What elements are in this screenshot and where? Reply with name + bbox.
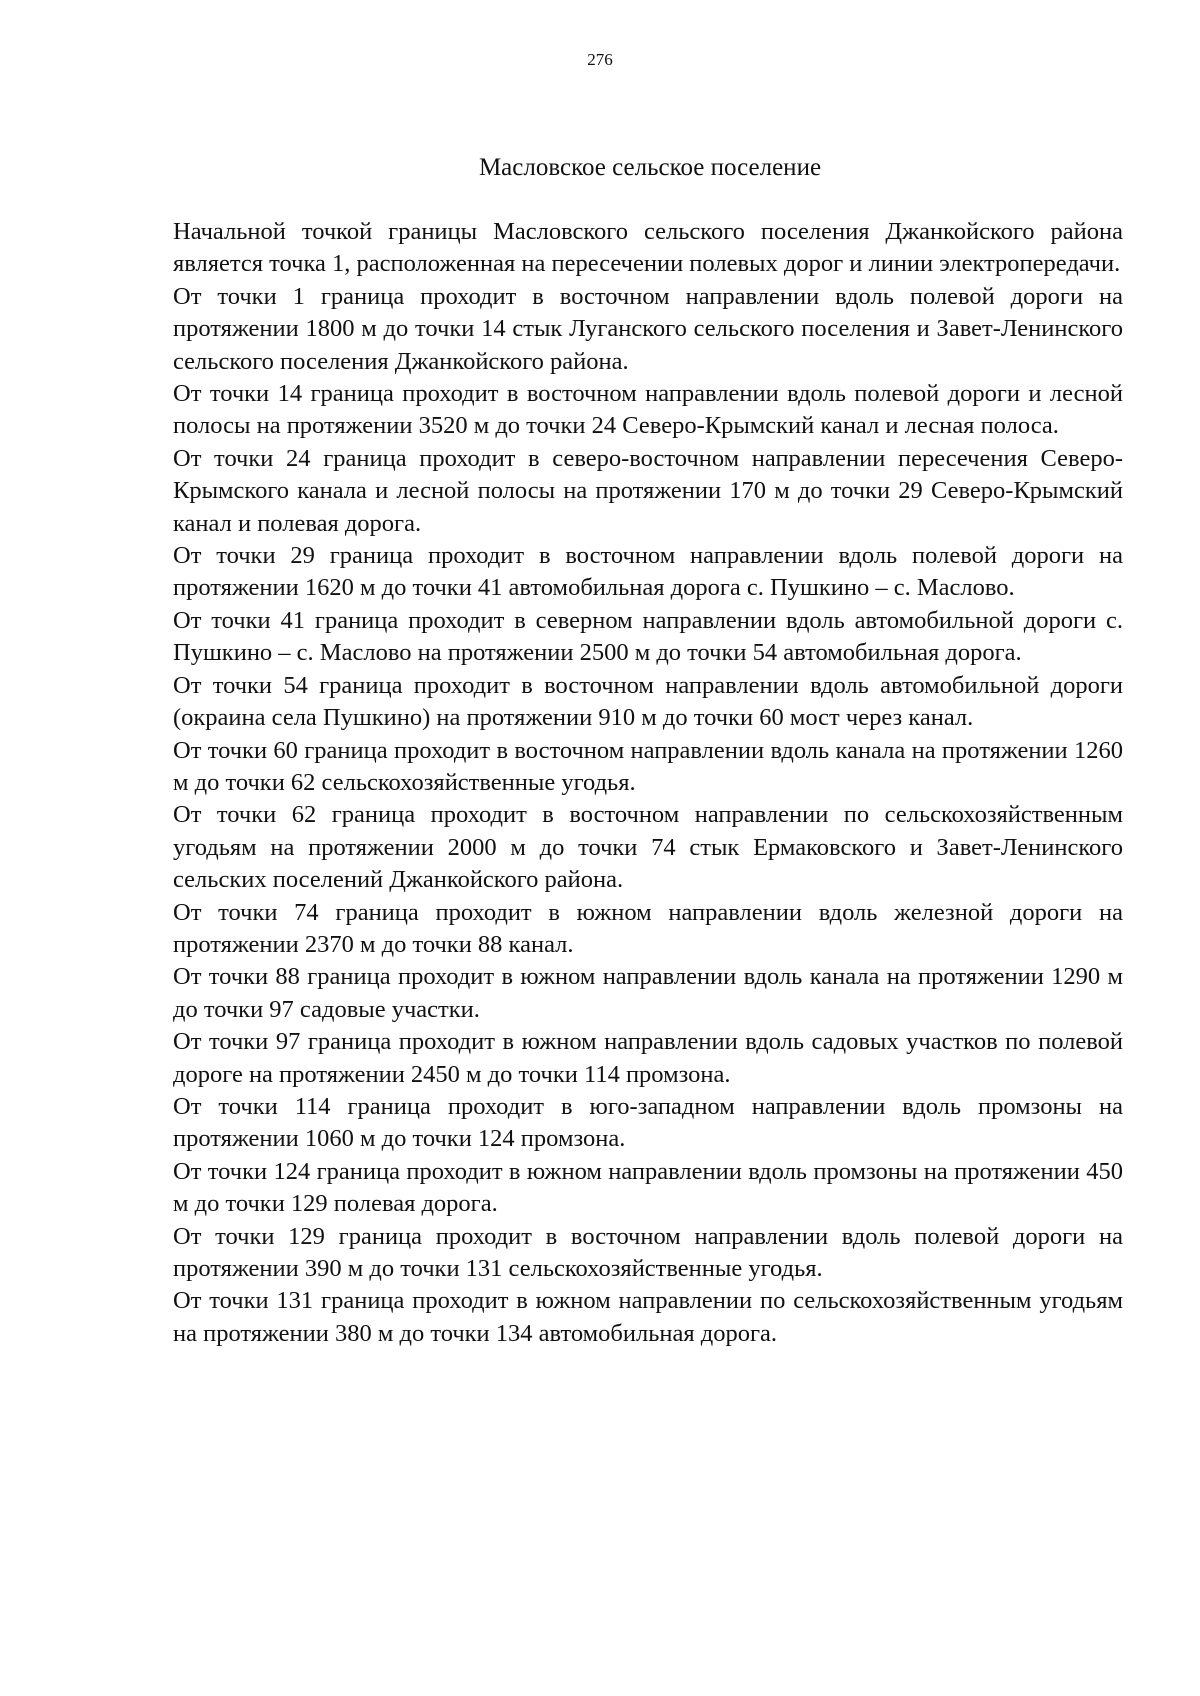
document-body xyxy=(173,216,1123,1350)
paragraph-point-41: От точки 41 граница проходит в северном направлении вдоль автомобильной дороги с. Пушкино – с. Маслово на протяжении 2500 м до точки 54 автомобильная дорога. xyxy=(173,606,1123,667)
paragraph-point-97: От точки 97 граница проходит в южном направлении вдоль садовых участков по полевой дороге на протяжении 2450 м до точки 114 промзона. xyxy=(173,1028,1123,1088)
paragraph-point-54: От точки 54 граница проходит в восточном направлении вдоль автомобильной дороги (окраина села Пушкино) на протяжении 910 м до точки 60 мост через канал. xyxy=(173,671,1123,732)
paragraph-point-62: От точки 62 граница проходит в восточном направлении по сельскохозяйственным угодьям на протяжении 2000 м до точки 74 стык Ермаковского и Завет-Ленинского сельских поселений Джанкойского района. xyxy=(173,801,1123,894)
page-number: 276 xyxy=(587,50,613,69)
paragraph-point-114: От точки 114 граница проходит в юго-западном направлении вдоль промзоны на протяжении 1060 м до точки 124 промзона. xyxy=(173,1092,1123,1153)
paragraph-point-14: От точки 14 граница проходит в восточном направлении вдоль полевой дороги и лесной полосы на протяжении 3520 м до точки 24 Северо-Крымский канал и лесная полоса. xyxy=(173,380,1123,440)
paragraph-point-24: От точки 24 граница проходит в северо-восточном направлении пересечения Северо-Крымского канала и лесной полосы на протяжении 170 м до точки 29 Северо-Крымский канал и полевая дорога. xyxy=(173,444,1123,537)
paragraph-point-74: От точки 74 граница проходит в южном направлении вдоль железной дороги на протяжении 2370 м до точки 88 канал. xyxy=(173,898,1123,958)
paragraph-point-60: От точки 60 граница проходит в восточном направлении вдоль канала на протяжении 1260 м до точки 62 сельскохозяйственные угодья. xyxy=(173,736,1123,796)
paragraph-point-129: От точки 129 граница проходит в восточном направлении вдоль полевой дороги на протяжении 390 м до точки 131 сельскохозяйственные угодья. xyxy=(173,1222,1123,1282)
paragraph-point-1: От точки 1 граница проходит в восточном направлении вдоль полевой дороги на протяжении 1800 м до точки 14 стык Луганского сельского поселения и Завет-Ленинского сельского поселения Джанкойского района. xyxy=(173,282,1123,375)
paragraph-point-124: От точки 124 граница проходит в южном направлении вдоль промзоны на протяжении 450 м до точки 129 полевая дорога. xyxy=(173,1157,1123,1218)
paragraph-point-29: От точки 29 граница проходит в восточном направлении вдоль полевой дороги на протяжении 1620 м до точки 41 автомобильная дорога с. Пушкино – с. Маслово. xyxy=(173,542,1123,602)
paragraph-start-point: Начальной точкой границы Масловского сельского поселения Джанкойского района является точка 1, расположенная на пересечении полевых дорог и линии электропередачи. xyxy=(173,218,1123,278)
paragraph-point-131: От точки 131 граница проходит в южном направлении по сельскохозяйственным угодьям на протяжении 380 м до точки 134 автомобильная дорога. xyxy=(173,1287,1123,1347)
paragraph-point-88: От точки 88 граница проходит в южном направлении вдоль канала на протяжении 1290 м до точки 97 садовые участки. xyxy=(173,963,1123,1023)
page-title: Масловское сельское поселение xyxy=(478,154,822,181)
